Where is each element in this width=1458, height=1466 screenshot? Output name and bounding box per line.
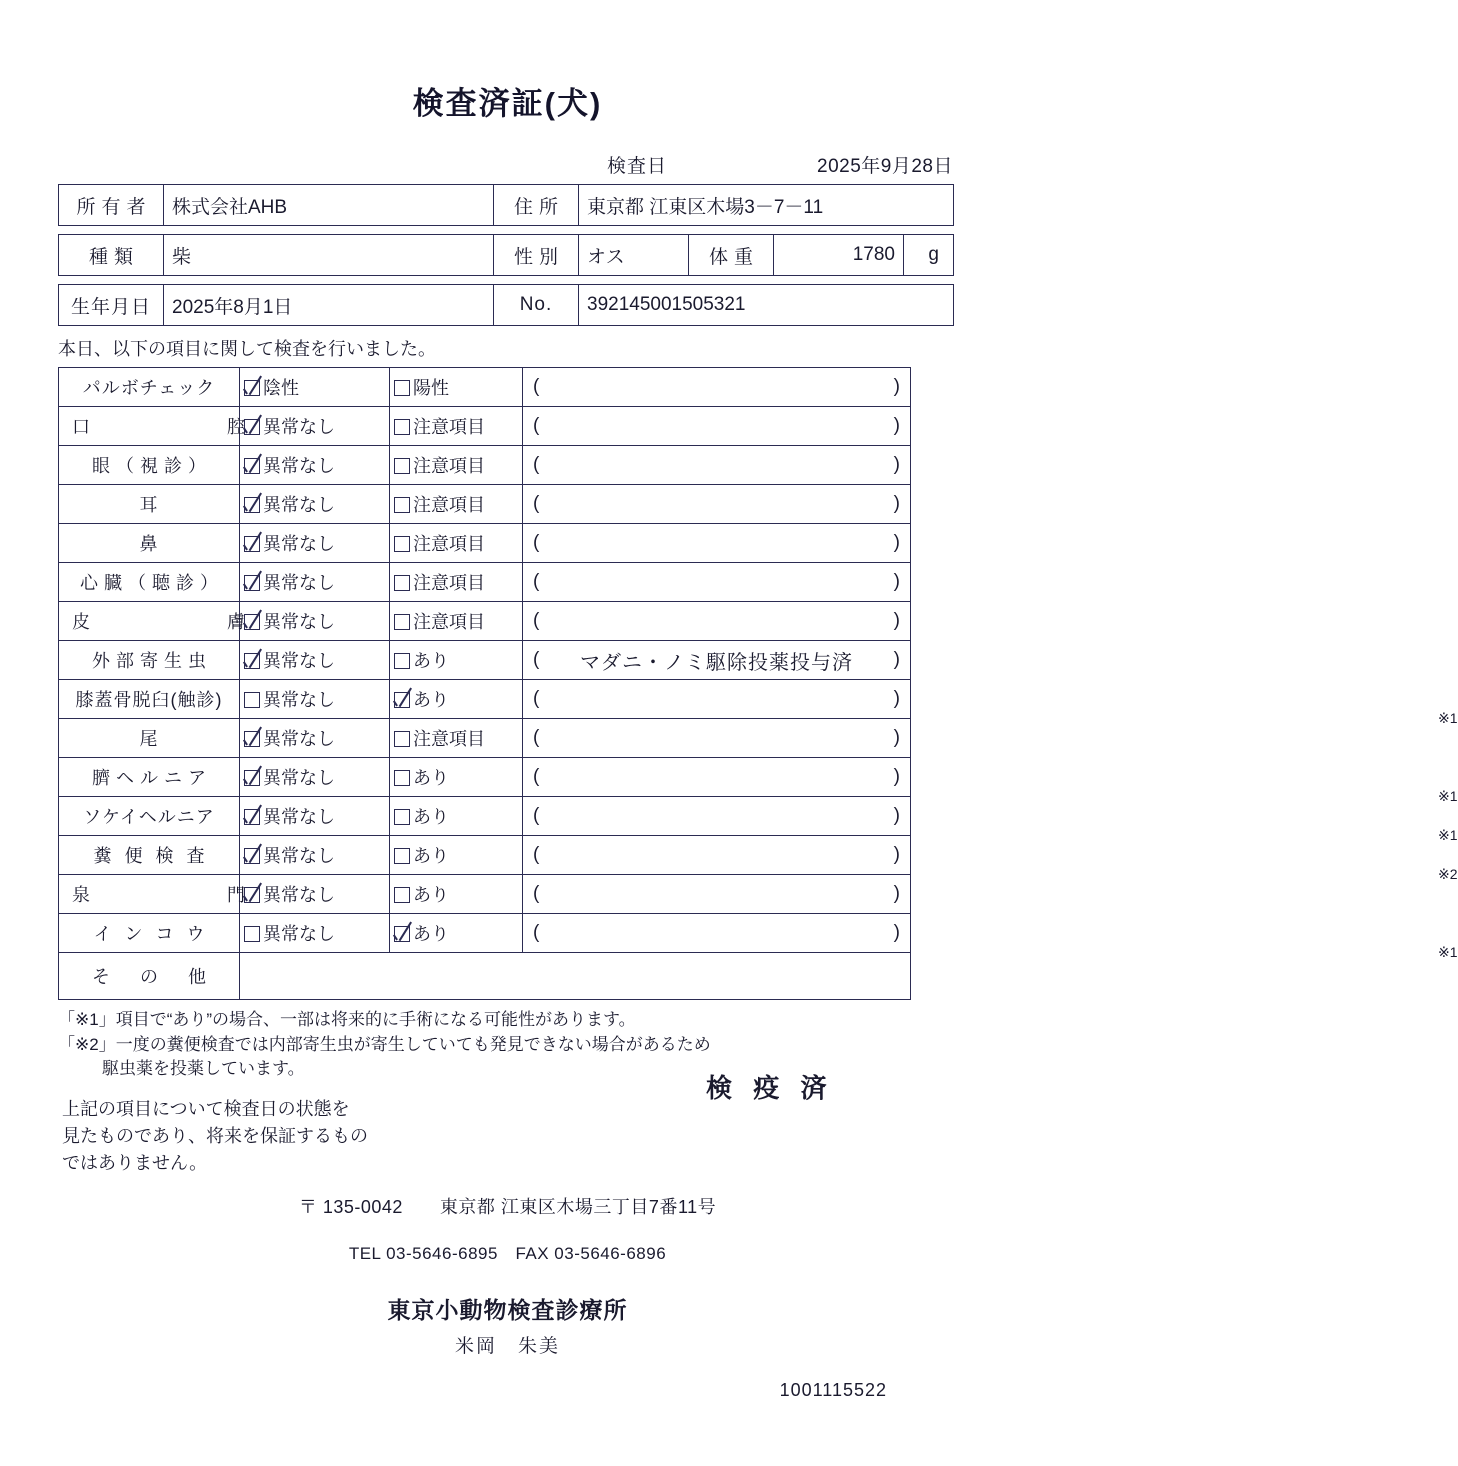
- paren-close: ): [893, 766, 900, 787]
- paren-open: (: [533, 532, 540, 553]
- exam-option-1[interactable]: [240, 758, 390, 797]
- exam-item-label: [59, 875, 258, 914]
- exam-option-1-label: 異常なし: [263, 456, 335, 476]
- table-row: [59, 719, 911, 758]
- paren-open: (: [533, 883, 540, 904]
- exam-option-2-label: あり: [413, 807, 449, 827]
- paren-close: ): [893, 922, 900, 943]
- checkbox-icon[interactable]: [394, 497, 410, 513]
- exam-option-2-label: 注意項目: [413, 534, 485, 554]
- paren-open: (: [533, 688, 540, 709]
- checked-checkbox-icon[interactable]: [394, 692, 410, 708]
- checked-checkbox-icon[interactable]: [244, 809, 260, 825]
- paren-open: (: [533, 727, 540, 748]
- exam-option-2-label: 注意項目: [413, 495, 485, 515]
- exam-option-2-label: 注意項目: [413, 417, 485, 437]
- exam-date-value: 2025年9月28日: [817, 156, 953, 177]
- exam-option-2[interactable]: [390, 368, 523, 407]
- weight-label: 体重: [689, 235, 774, 276]
- exam-option-1[interactable]: [240, 446, 390, 485]
- checkbox-icon[interactable]: [244, 692, 260, 708]
- exam-item-label: [59, 719, 240, 758]
- exam-option-1[interactable]: [240, 641, 390, 680]
- exam-option-2[interactable]: [390, 407, 523, 446]
- page-title: 検査済証(犬): [412, 86, 603, 121]
- exam-option-2[interactable]: [390, 719, 523, 758]
- exam-item-text: パルボチェック: [82, 378, 216, 398]
- exam-item-text: ソケイヘルニア: [83, 807, 215, 827]
- exam-option-2-label: あり: [413, 924, 449, 944]
- exam-option-2[interactable]: [390, 836, 523, 875]
- checkbox-icon[interactable]: [394, 887, 410, 903]
- checked-checkbox-icon[interactable]: [244, 575, 260, 591]
- exam-option-1-label: 異常なし: [263, 846, 335, 866]
- checked-checkbox-icon[interactable]: [394, 926, 410, 942]
- serial-number: 1001115522: [779, 1379, 887, 1400]
- exam-item-label: [59, 368, 240, 407]
- table-row: [59, 563, 911, 602]
- exam-option-2-label: あり: [413, 885, 449, 905]
- exam-remark-text: マダニ・ノミ駆除投薬投与済: [580, 651, 853, 674]
- paren-open: (: [533, 610, 540, 631]
- checked-checkbox-icon[interactable]: [244, 731, 260, 747]
- exam-option-2[interactable]: [390, 914, 523, 953]
- checked-checkbox-icon[interactable]: [244, 419, 260, 435]
- closing-line-3: ではありません。: [62, 1152, 208, 1173]
- paren-open: (: [533, 649, 540, 670]
- exam-remark-cell[interactable]: [523, 914, 1458, 960]
- exam-item-text: 口 腔: [72, 417, 258, 437]
- checkbox-icon[interactable]: [394, 458, 410, 474]
- exam-item-label: [59, 836, 240, 875]
- exam-option-1[interactable]: [240, 563, 390, 602]
- exam-item-label: [59, 758, 240, 797]
- exam-option-1-label: 異常なし: [263, 612, 335, 632]
- exam-option-1[interactable]: [240, 719, 390, 758]
- exam-item-label: [59, 524, 240, 563]
- exam-option-2[interactable]: [390, 641, 523, 680]
- table-row: [59, 485, 911, 524]
- animal-info-table: [58, 234, 954, 276]
- exam-item-text: 耳: [139, 495, 159, 515]
- checked-checkbox-icon[interactable]: [244, 848, 260, 864]
- examiner-name: 米岡 朱美: [454, 1335, 560, 1357]
- footnote-1: 「※1」項目で“あり”の場合、一部は将来的に手術になる可能性があります。: [58, 1010, 636, 1029]
- exam-item-text: 尾: [139, 729, 159, 749]
- exam-option-2[interactable]: [390, 524, 523, 563]
- exam-option-2-label: あり: [413, 846, 449, 866]
- paren-open: (: [533, 766, 540, 787]
- table-row: [59, 758, 911, 797]
- exam-item-text: 外部寄生虫: [92, 651, 212, 671]
- checkbox-icon[interactable]: [394, 419, 410, 435]
- exam-option-2-label: 陽性: [413, 378, 449, 398]
- exam-option-1-label: 異常なし: [263, 768, 335, 788]
- exam-option-1[interactable]: [240, 368, 390, 407]
- exam-remark-cell[interactable]: [523, 485, 911, 524]
- exam-footnote-mark: ※1: [1438, 944, 1458, 960]
- paren-close: ): [893, 571, 900, 592]
- exam-item-label: [59, 602, 258, 641]
- exam-item-text: 鼻: [139, 534, 159, 554]
- table-row: [59, 680, 911, 719]
- exam-item-text: 膝蓋骨脱臼(触診): [75, 690, 223, 710]
- birth-value: 2025年8月1日: [164, 285, 494, 326]
- exam-option-1[interactable]: [240, 602, 390, 641]
- clinic-name: 東京小動物検査診療所: [387, 1296, 628, 1323]
- exam-option-2[interactable]: [390, 563, 523, 602]
- address-value: 東京都 江東区木場3－7－11: [579, 185, 954, 226]
- exam-option-1-label: 異常なし: [263, 651, 335, 671]
- checkbox-icon[interactable]: [394, 770, 410, 786]
- exam-item-text: 眼（視診）: [92, 456, 212, 476]
- exam-option-1-label: 異常なし: [263, 924, 335, 944]
- birth-label: 生年月日: [59, 285, 164, 326]
- closing-line-2: 見たものであり、将来を保証するもの: [62, 1125, 368, 1146]
- paren-open: (: [533, 805, 540, 826]
- exam-option-2-label: あり: [413, 690, 449, 710]
- exam-footnote-mark: ※1: [1438, 827, 1458, 843]
- footnote-2: 「※2」一度の糞便検査では内部寄生虫が寄生していても発見できない場合があるため: [58, 1034, 711, 1054]
- checkbox-icon[interactable]: [394, 731, 410, 747]
- exam-option-1[interactable]: [240, 836, 390, 875]
- birth-info-table: [58, 284, 954, 326]
- checkbox-icon[interactable]: [394, 536, 410, 552]
- table-row: [59, 368, 911, 407]
- exam-remark-cell[interactable]: [523, 563, 911, 602]
- exam-option-2[interactable]: [390, 758, 523, 797]
- exam-option-2-label: 注意項目: [413, 729, 485, 749]
- checked-checkbox-icon[interactable]: [244, 536, 260, 552]
- checked-checkbox-icon[interactable]: [244, 380, 260, 396]
- exam-option-1-label: 異常なし: [263, 729, 335, 749]
- table-row: [59, 875, 911, 914]
- table-row: [59, 185, 954, 226]
- exam-item-label: [59, 914, 240, 953]
- table-row: [59, 524, 911, 563]
- table-row: [59, 836, 911, 875]
- exam-option-2[interactable]: [390, 485, 523, 524]
- exam-remark-cell[interactable]: [523, 797, 1458, 843]
- checkbox-icon[interactable]: [394, 809, 410, 825]
- table-row: [59, 914, 911, 953]
- exam-option-2[interactable]: [390, 797, 523, 836]
- paren-open: (: [533, 376, 540, 397]
- checkbox-icon[interactable]: [394, 653, 410, 669]
- paren-open: (: [533, 844, 540, 865]
- other-item-value[interactable]: [240, 953, 911, 1000]
- table-row: [59, 446, 911, 485]
- sex-value: オス: [579, 235, 689, 276]
- exam-item-label: [59, 485, 240, 524]
- paren-close: ): [893, 844, 900, 865]
- table-row: [59, 953, 911, 1000]
- owner-label: 所有者: [59, 185, 164, 226]
- exam-option-1[interactable]: [240, 797, 390, 836]
- paren-close: ): [893, 883, 900, 904]
- exam-item-label: [59, 641, 240, 680]
- exam-option-1-label: 異常なし: [263, 690, 335, 710]
- exam-option-2[interactable]: [390, 446, 523, 485]
- other-item-text: そ の 他: [92, 967, 212, 987]
- statement-text: 本日、以下の項目に関して検査を行いました。: [58, 339, 436, 359]
- exam-option-1-label: 陰性: [263, 378, 299, 398]
- exam-option-1-label: 異常なし: [263, 495, 335, 515]
- exam-item-label: [59, 446, 240, 485]
- exam-remark-cell[interactable]: [523, 407, 911, 446]
- footnotes: [58, 1008, 1015, 1082]
- paren-close: ): [893, 649, 900, 670]
- exam-option-1-label: 異常なし: [263, 573, 335, 593]
- exam-option-2-label: あり: [413, 768, 449, 788]
- checkbox-icon[interactable]: [394, 380, 410, 396]
- exam-item-label: [59, 797, 240, 836]
- exam-option-1[interactable]: [240, 524, 390, 563]
- exam-option-2[interactable]: [390, 680, 523, 719]
- exam-option-1-label: 異常なし: [263, 885, 335, 905]
- exam-item-label: [59, 680, 240, 719]
- exam-footnote-mark: ※2: [1438, 866, 1458, 882]
- exam-option-1-label: 異常なし: [263, 807, 335, 827]
- closing-line-1: 上記の項目について検査日の状態を: [62, 1098, 350, 1119]
- paren-close: ): [893, 454, 900, 475]
- paren-open: (: [533, 571, 540, 592]
- table-row: [59, 602, 911, 641]
- address-label: 住所: [494, 185, 579, 226]
- paren-close: ): [893, 493, 900, 514]
- other-item-label: [59, 953, 240, 1000]
- exam-option-2-label: 注意項目: [413, 612, 485, 632]
- breed-value: 柴: [164, 235, 494, 276]
- exam-option-1-label: 異常なし: [263, 534, 335, 554]
- table-row: [59, 235, 954, 276]
- exam-remark-cell[interactable]: [523, 641, 911, 680]
- checkbox-icon[interactable]: [394, 848, 410, 864]
- exam-option-1[interactable]: [240, 914, 390, 953]
- paren-open: (: [533, 454, 540, 475]
- breed-label: 種類: [59, 235, 164, 276]
- clinic-contact: TEL 03-5646-6895 FAX 03-5646-6896: [348, 1243, 667, 1263]
- paren-open: (: [533, 922, 540, 943]
- registration-no-label: No.: [494, 285, 579, 326]
- exam-option-2-label: あり: [413, 651, 449, 671]
- exam-date-row: [0, 151, 953, 178]
- table-row: [59, 641, 911, 680]
- paren-close: ): [893, 805, 900, 826]
- checkbox-icon[interactable]: [244, 926, 260, 942]
- exam-remark-cell[interactable]: [523, 758, 1458, 804]
- paren-close: ): [893, 376, 900, 397]
- owner-value: 株式会社AHB: [164, 185, 494, 226]
- checked-checkbox-icon[interactable]: [244, 770, 260, 786]
- table-row: [59, 407, 911, 446]
- paren-close: ): [893, 727, 900, 748]
- paren-close: ): [893, 688, 900, 709]
- closing-note: [62, 1096, 1015, 1177]
- owner-info-table: [58, 184, 954, 226]
- exam-date-label: 検査日: [607, 156, 668, 177]
- footnote-3: 駆虫薬を投薬しています。: [102, 1059, 305, 1079]
- checked-checkbox-icon[interactable]: [244, 497, 260, 513]
- clinic-address: 〒 135-0042 東京都 江東区木場三丁目7番11号: [298, 1196, 717, 1217]
- exam-remark-cell[interactable]: [523, 602, 911, 641]
- examination-items-table: [58, 367, 1458, 1000]
- exam-remark-cell[interactable]: [523, 719, 911, 758]
- checked-checkbox-icon[interactable]: [244, 653, 260, 669]
- exam-item-text: 泉 門: [72, 885, 258, 905]
- paren-open: (: [533, 415, 540, 436]
- exam-option-2-label: 注意項目: [413, 573, 485, 593]
- exam-option-2-label: 注意項目: [413, 456, 485, 476]
- exam-remark-cell[interactable]: [523, 680, 1458, 726]
- registration-no-value: 392145001505321: [579, 285, 954, 326]
- checkbox-icon[interactable]: [394, 575, 410, 591]
- exam-remark-cell[interactable]: [523, 368, 911, 407]
- weight-unit: g: [904, 235, 954, 276]
- exam-option-2[interactable]: [390, 602, 523, 641]
- exam-item-text: 臍ヘルニア: [92, 768, 212, 788]
- exam-item-label: [59, 563, 240, 602]
- exam-footnote-mark: ※1: [1438, 710, 1458, 726]
- paren-open: (: [533, 493, 540, 514]
- exam-item-text: 糞便検査: [93, 846, 218, 866]
- weight-value: 1780: [774, 235, 904, 276]
- sex-label: 性別: [494, 235, 579, 276]
- quarantine-stamp: 検 疫 済: [706, 1073, 834, 1103]
- exam-option-1-label: 異常なし: [263, 417, 335, 437]
- exam-item-label: [59, 407, 258, 446]
- paren-close: ): [893, 610, 900, 631]
- checked-checkbox-icon[interactable]: [244, 887, 260, 903]
- table-row: [59, 797, 911, 836]
- table-row: [59, 285, 954, 326]
- checked-checkbox-icon[interactable]: [244, 614, 260, 630]
- exam-remark-cell[interactable]: [523, 836, 1458, 882]
- exam-remark-cell[interactable]: [523, 524, 911, 563]
- exam-option-1[interactable]: [240, 485, 390, 524]
- exam-option-1[interactable]: [240, 680, 390, 719]
- exam-item-text: 皮 膚: [72, 612, 258, 632]
- exam-remark-cell[interactable]: [523, 446, 911, 485]
- exam-item-text: 心臓（聴診）: [80, 573, 224, 593]
- exam-footnote-mark: ※1: [1438, 788, 1458, 804]
- paren-close: ): [893, 532, 900, 553]
- checkbox-icon[interactable]: [394, 614, 410, 630]
- exam-option-1[interactable]: [240, 875, 390, 914]
- exam-item-text: インコウ: [93, 924, 218, 944]
- exam-remark-cell[interactable]: [523, 875, 911, 914]
- checked-checkbox-icon[interactable]: [244, 458, 260, 474]
- exam-option-2[interactable]: [390, 875, 523, 914]
- paren-close: ): [893, 415, 900, 436]
- exam-option-1[interactable]: [240, 407, 390, 446]
